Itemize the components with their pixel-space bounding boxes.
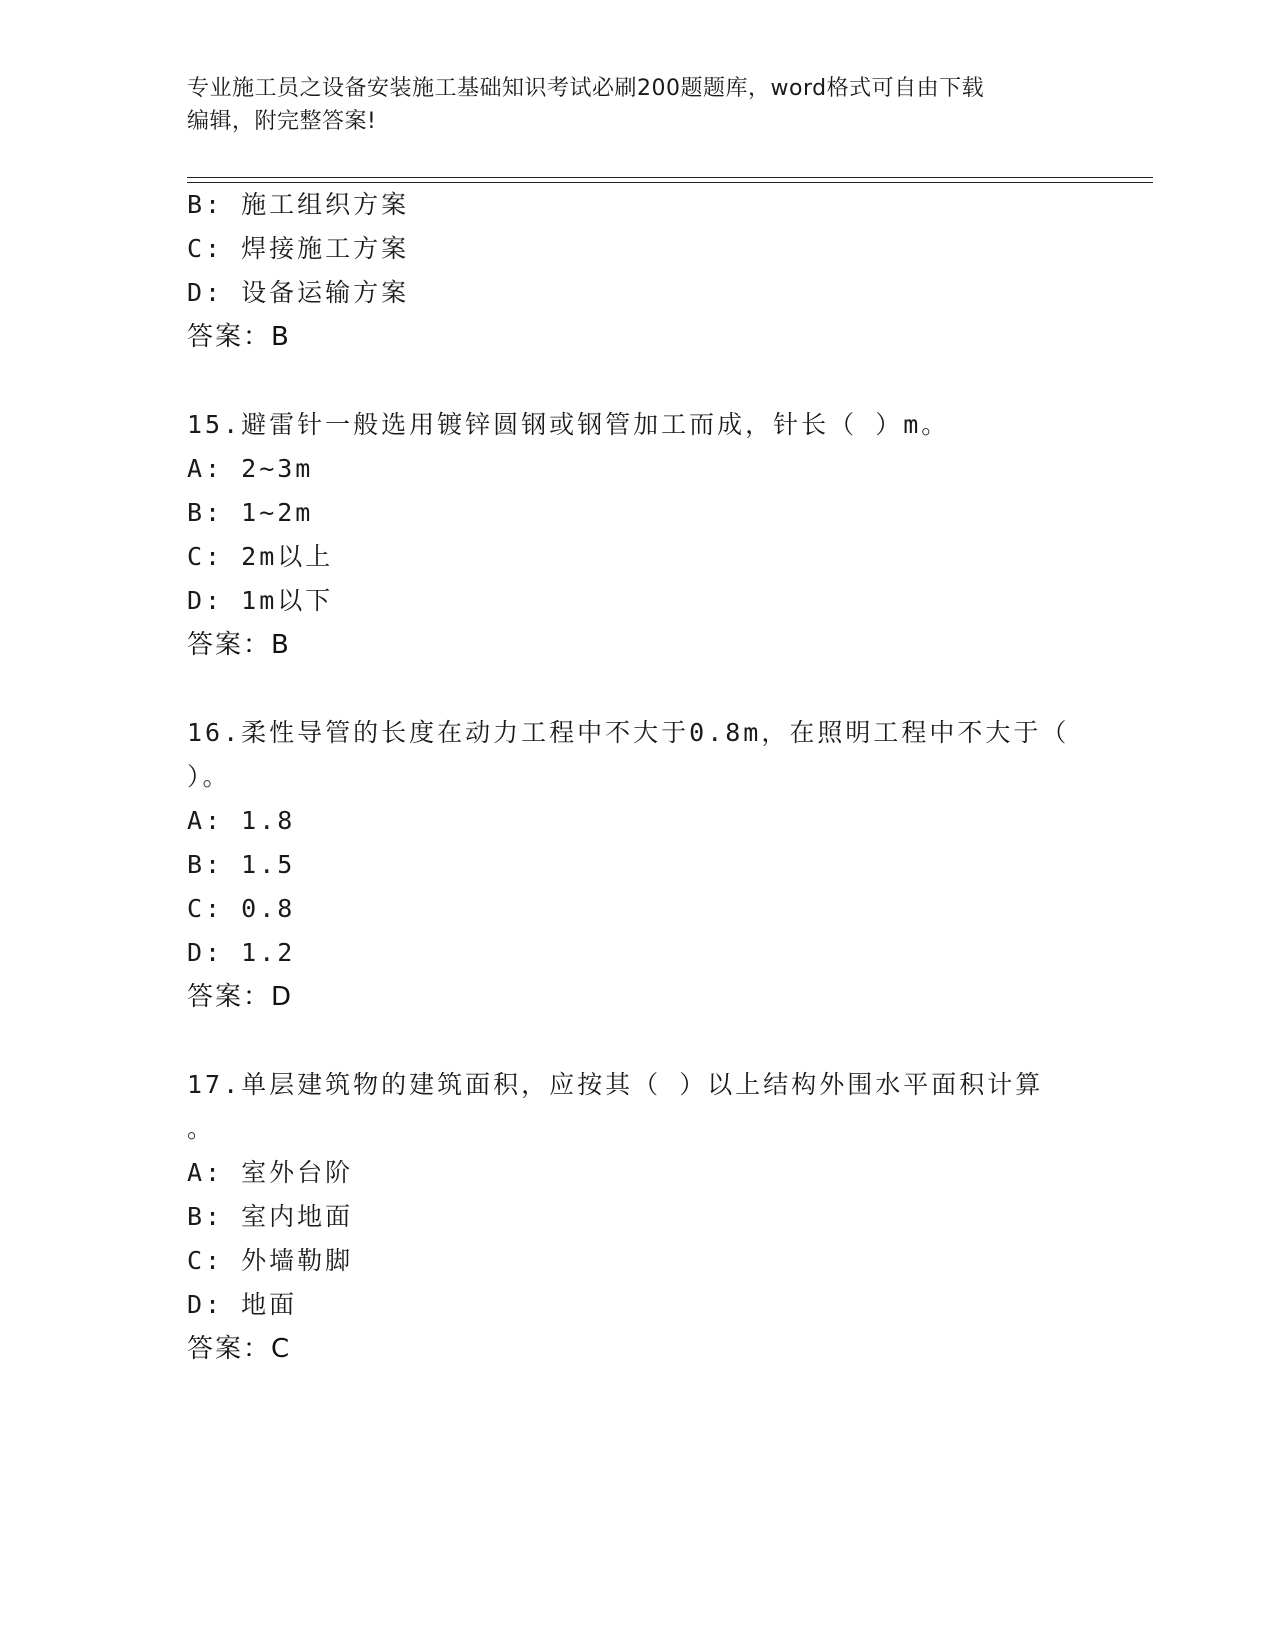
option-c: C: 0.8 — [187, 894, 296, 923]
answer-label: 答案：B — [187, 630, 291, 660]
document-header — [187, 72, 1087, 138]
header-title-line-1: 专业施工员之设备安装施工基础知识考试必刷200题题库，word格式可自由下载 — [187, 76, 985, 101]
answer-label: 答案：B — [187, 322, 291, 352]
option-b: B: 1.5 — [187, 850, 296, 879]
option-d: D: 设备运输方案 — [187, 278, 410, 307]
question-17-stem-line-2: 。 — [187, 1114, 216, 1143]
header-divider-bottom — [187, 182, 1153, 183]
answer-label: 答案：C — [187, 1334, 292, 1364]
option-a: A: 室外台阶 — [187, 1158, 354, 1187]
option-d: D: 1m以下 — [187, 586, 334, 615]
question-17-stem-line-1: 17.单层建筑物的建筑面积，应按其（ ）以上结构外围水平面积计算 — [187, 1070, 1044, 1099]
header-title-line-2: 编辑，附完整答案! — [187, 109, 377, 134]
question-16-stem-line-1: 16.柔性导管的长度在动力工程中不大于0.8m，在照明工程中不大于（ — [187, 718, 1070, 747]
option-a: A: 2~3m — [187, 454, 314, 483]
option-b: B: 室内地面 — [187, 1202, 354, 1231]
question-16-stem-line-2: ）。 — [187, 762, 231, 791]
question-15-stem: 15.避雷针一般选用镀锌圆钢或钢管加工而成，针长（ ）m。 — [187, 410, 950, 439]
option-b: B: 1~2m — [187, 498, 314, 527]
option-a: A: 1.8 — [187, 806, 296, 835]
option-d: D: 地面 — [187, 1290, 298, 1319]
option-c: C: 焊接施工方案 — [187, 234, 410, 263]
answer-label: 答案：D — [187, 982, 294, 1012]
option-c: C: 2m以上 — [187, 542, 334, 571]
option-c: C: 外墙勒脚 — [187, 1246, 354, 1275]
option-b: B: 施工组织方案 — [187, 190, 410, 219]
header-divider-top — [187, 177, 1153, 178]
option-d: D: 1.2 — [187, 938, 296, 967]
